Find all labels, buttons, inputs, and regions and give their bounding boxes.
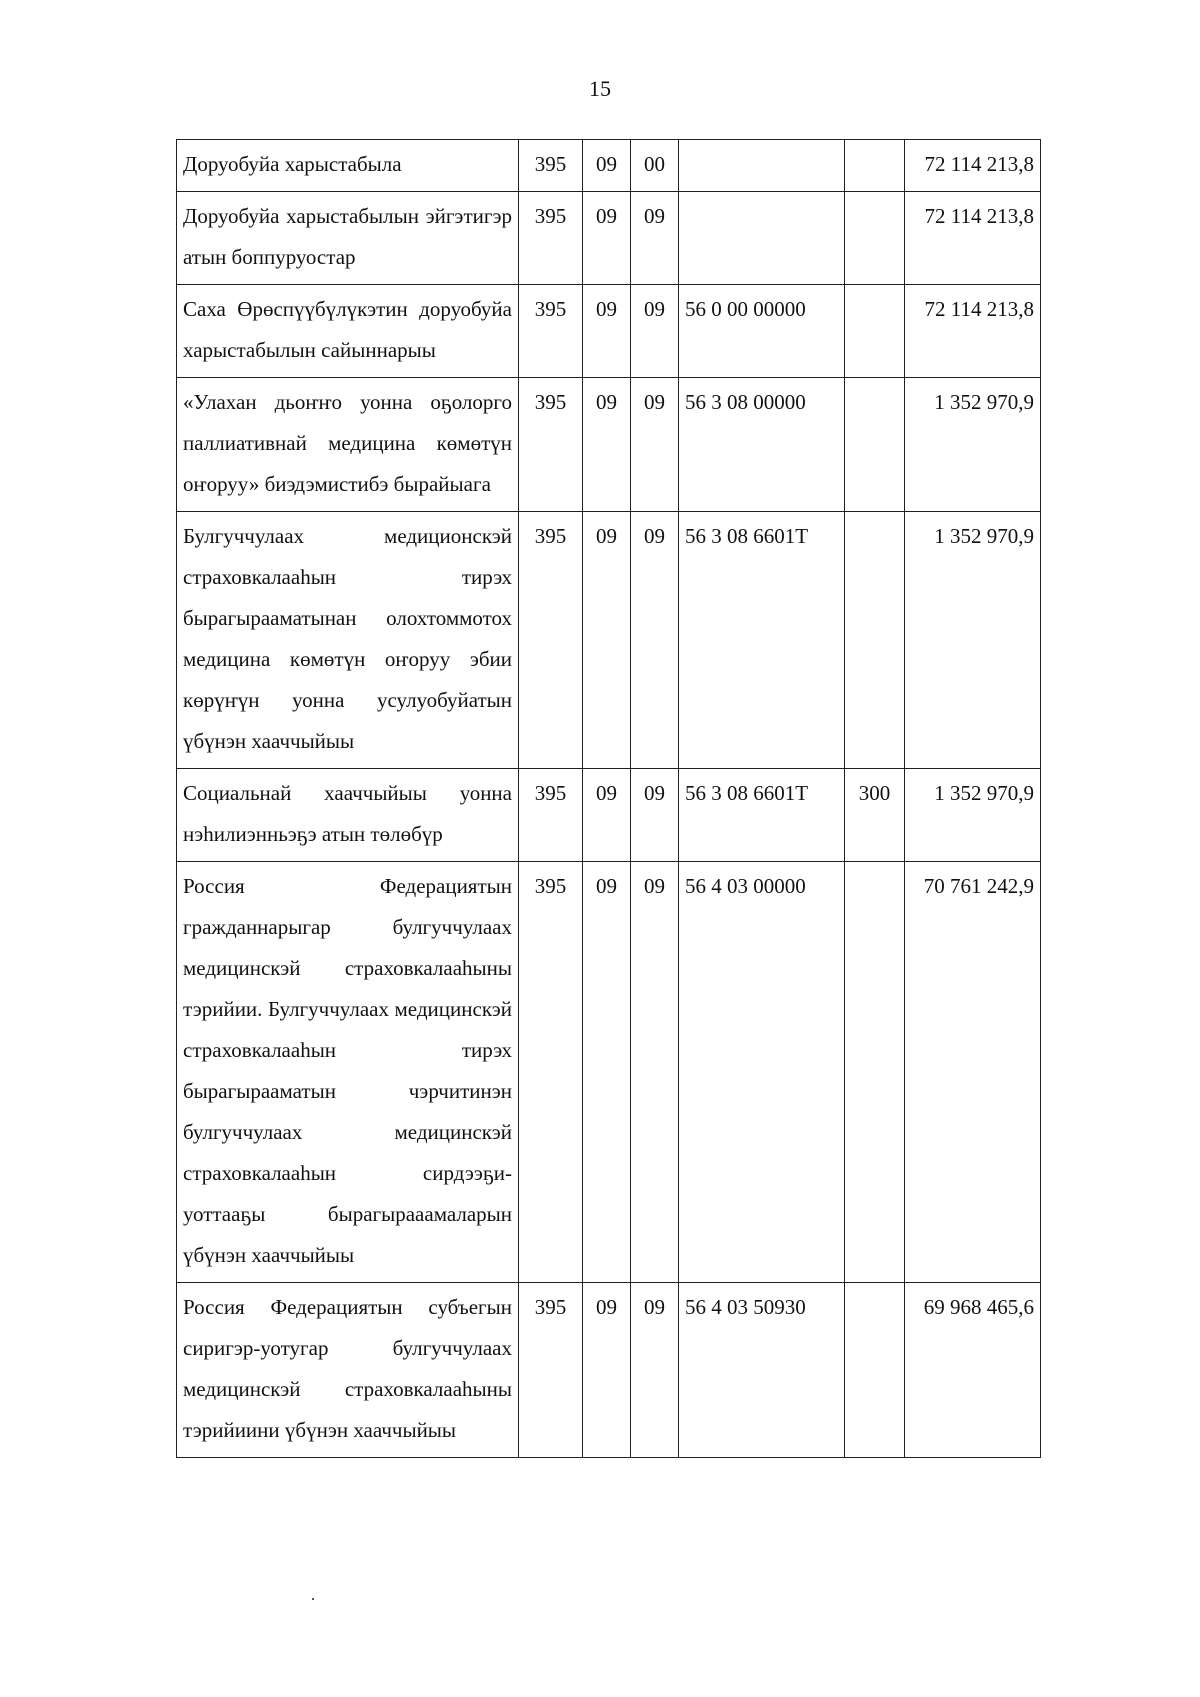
subsection-code-cell: 09: [631, 862, 679, 1283]
table-row: [177, 140, 1041, 192]
grbs-code-cell: 395: [519, 285, 583, 378]
grbs-code-cell: 395: [519, 1283, 583, 1458]
target-article-cell: 56 4 03 00000: [679, 862, 845, 1283]
table-row: [177, 285, 1041, 378]
expense-name-cell: Саха Өрөспүүбүлүкэтин доруобуйа харыстабылын сайыннарыы: [177, 285, 519, 378]
table-row: [177, 192, 1041, 285]
expense-type-cell: [845, 140, 905, 192]
subsection-code-cell: 09: [631, 192, 679, 285]
subsection-code-cell: 00: [631, 140, 679, 192]
table-row: [177, 1283, 1041, 1458]
amount-cell: 1 352 970,9: [905, 378, 1041, 512]
expense-name-cell: Социальнай хааччыйыы уонна нэһилиэнньэҕэ атын төлөбүр: [177, 769, 519, 862]
budget-table: [176, 139, 1041, 1458]
expense-type-cell: [845, 512, 905, 769]
page-number: 15: [589, 76, 611, 101]
table-row: [177, 378, 1041, 512]
target-article-cell: 56 3 08 6601Т: [679, 512, 845, 769]
section-code-cell: 09: [583, 1283, 631, 1458]
stray-mark: [312, 1598, 314, 1600]
amount-cell: 72 114 213,8: [905, 192, 1041, 285]
expense-name-cell: Булгуччулаах медиционскэй страховкалааһын тирэх бырагырааматынан олохтоммотох медицина көмөтүн оҥоруу эбии көрүҥүн уонна усулуобуйатын үбүнэн хааччыйыы: [177, 512, 519, 769]
subsection-code-cell: 09: [631, 378, 679, 512]
section-code-cell: 09: [583, 512, 631, 769]
target-article-cell: 56 0 00 00000: [679, 285, 845, 378]
section-code-cell: 09: [583, 192, 631, 285]
subsection-code-cell: 09: [631, 512, 679, 769]
expense-name-cell: «Улахан дьоҥҥо уонна оҕолорго паллиативнай медицина көмөтүн оҥоруу» биэдэмистибэ бырайыага: [177, 378, 519, 512]
expense-type-cell: 300: [845, 769, 905, 862]
grbs-code-cell: 395: [519, 862, 583, 1283]
amount-cell: 72 114 213,8: [905, 140, 1041, 192]
target-article-cell: 56 3 08 6601Т: [679, 769, 845, 862]
expense-type-cell: [845, 378, 905, 512]
table-row: [177, 512, 1041, 769]
section-code-cell: 09: [583, 769, 631, 862]
target-article-cell: [679, 192, 845, 285]
subsection-code-cell: 09: [631, 285, 679, 378]
grbs-code-cell: 395: [519, 140, 583, 192]
table-row: [177, 862, 1041, 1283]
section-code-cell: 09: [583, 862, 631, 1283]
section-code-cell: 09: [583, 285, 631, 378]
target-article-cell: [679, 140, 845, 192]
target-article-cell: 56 3 08 00000: [679, 378, 845, 512]
expense-type-cell: [845, 285, 905, 378]
target-article-cell: 56 4 03 50930: [679, 1283, 845, 1458]
grbs-code-cell: 395: [519, 378, 583, 512]
amount-cell: 72 114 213,8: [905, 285, 1041, 378]
expense-type-cell: [845, 862, 905, 1283]
expense-name-cell: Доруобуйа харыстабыла: [177, 140, 519, 192]
table-row: [177, 769, 1041, 862]
amount-cell: 1 352 970,9: [905, 769, 1041, 862]
expense-type-cell: [845, 1283, 905, 1458]
subsection-code-cell: 09: [631, 1283, 679, 1458]
expense-name-cell: Россия Федерациятын субъегын сиригэр-уотугар булгуччулаах медицинскэй страховкалааһыны тэрийиини үбүнэн хааччыйыы: [177, 1283, 519, 1458]
section-code-cell: 09: [583, 378, 631, 512]
expense-name-cell: Доруобуйа харыстабылын эйгэтигэр атын боппуруостар: [177, 192, 519, 285]
grbs-code-cell: 395: [519, 512, 583, 769]
expense-name-cell: Россия Федерациятын гражданнарыгар булгуччулаах медицинскэй страховкалааһыны тэрийии. Булгуччулаах медицинскэй страховкалааһын тирэх бырагырааматын чэрчитинэн булгуччулаах медицинскэй страховкалааһын сирдээҕи-уоттааҕы бырагырааамаларын үбүнэн хааччыйыы: [177, 862, 519, 1283]
subsection-code-cell: 09: [631, 769, 679, 862]
amount-cell: 69 968 465,6: [905, 1283, 1041, 1458]
grbs-code-cell: 395: [519, 192, 583, 285]
grbs-code-cell: 395: [519, 769, 583, 862]
amount-cell: 70 761 242,9: [905, 862, 1041, 1283]
expense-type-cell: [845, 192, 905, 285]
section-code-cell: 09: [583, 140, 631, 192]
amount-cell: 1 352 970,9: [905, 512, 1041, 769]
